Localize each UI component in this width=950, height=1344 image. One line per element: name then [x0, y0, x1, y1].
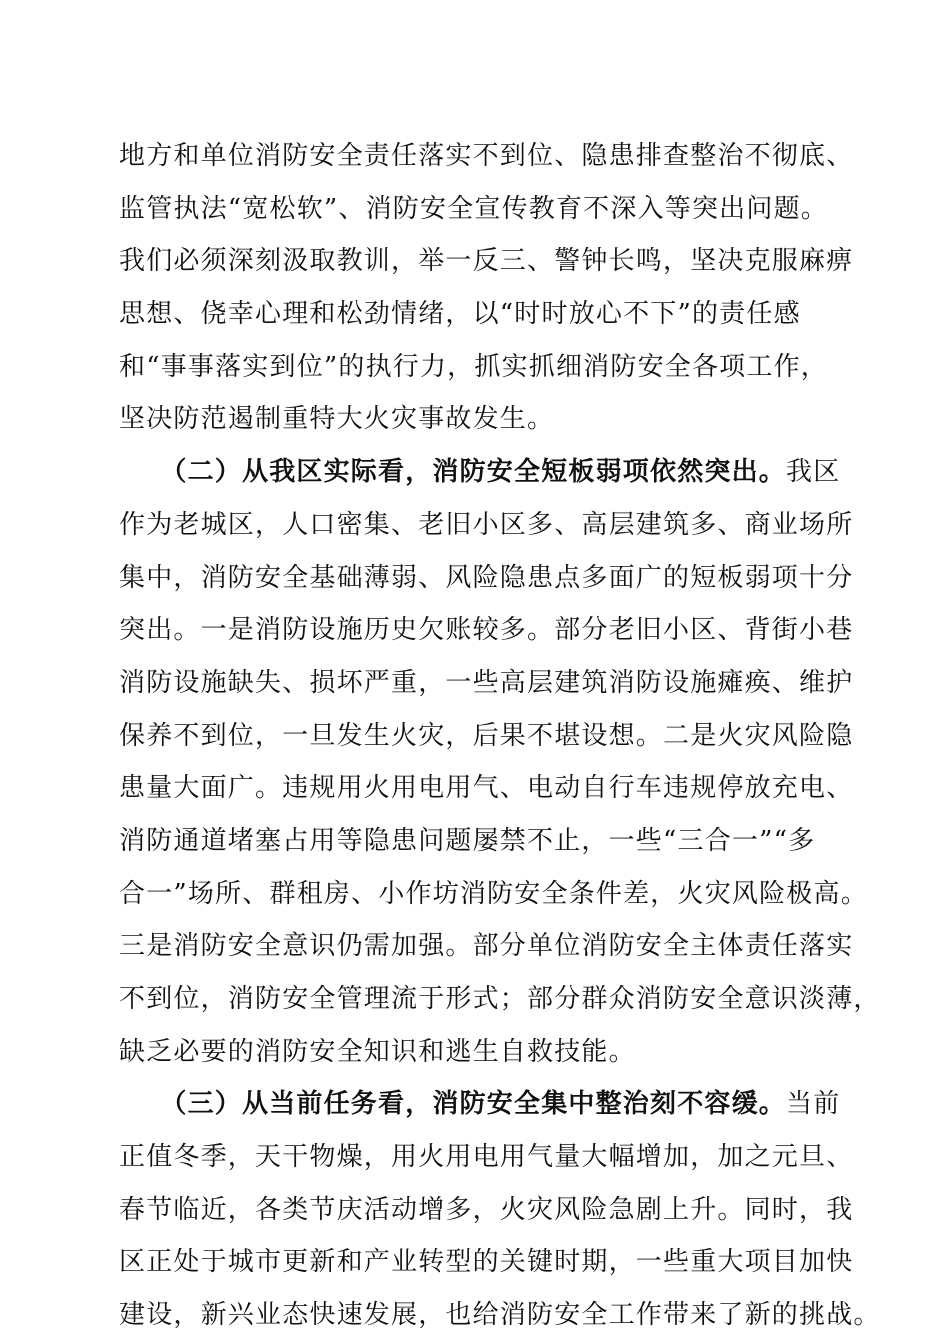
text-line [119, 499, 854, 552]
text-line [119, 1131, 854, 1184]
text-line [119, 604, 854, 657]
body-text-segment: 消防设施缺失、损坏严重，一些高层建筑消防设施瘫痪、维护 [119, 667, 854, 698]
body-text-segment: 监管执法“宽松软”、消防安全宣传教育不深入等突出问题。 [119, 193, 828, 224]
text-line [119, 1078, 839, 1131]
bold-heading-text: （三）从当前任务看，消防安全集中整治刻不容缓。 [119, 1089, 787, 1120]
text-line [119, 393, 839, 446]
text-line [119, 710, 854, 763]
body-text-segment: 缺乏必要的消防安全知识和逃生自救技能。 [119, 1036, 636, 1067]
body-text-segment: 坚决防范遏制重特大火灾事故发生。 [119, 404, 555, 435]
body-text-segment: 我区 [786, 457, 841, 488]
body-text-segment: 建设，新兴业态快速发展，也给消防安全工作带来了新的挑战。 [119, 1300, 881, 1331]
body-text-segment: 春节临近，各类节庆活动增多，火灾风险急剧上升。同时，我 [119, 1194, 854, 1225]
text-line [119, 288, 839, 341]
body-text-segment: 和“事事落实到位”的执行力，抓实抓细消防安全各项工作， [119, 351, 828, 382]
body-text-segment: 集中，消防安全基础薄弱、风险隐患点多面广的短板弱项十分 [119, 562, 854, 593]
body-text-segment: 作为老城区，人口密集、老旧小区多、高层建筑多、商业场所 [119, 509, 854, 540]
text-line [119, 183, 839, 236]
text-line [119, 341, 839, 394]
text-line [119, 235, 854, 288]
body-text-segment: 突出。一是消防设施历史欠账较多。部分老旧小区、背街小巷 [119, 615, 854, 646]
text-line [119, 973, 881, 1026]
text-line [119, 868, 868, 921]
body-text-segment: 三是消防安全意识仍需加强。部分单位消防安全主体责任落实 [119, 931, 854, 962]
body-text-segment: 地方和单位消防安全责任落实不到位、隐患排查整治不彻底、 [119, 141, 854, 171]
text-line [119, 815, 839, 868]
body-text-segment: 合一”场所、群租房、小作坊消防安全条件差，火灾风险极高。 [119, 878, 868, 909]
text-line [119, 657, 854, 710]
body-text [119, 130, 881, 1342]
body-text-segment: 不到位，消防安全管理流于形式；部分群众消防安全意识淡薄， [119, 984, 881, 1014]
body-text-segment: 消防通道堵塞占用等隐患问题屡禁不止，一些“三合一”“多 [119, 825, 816, 856]
text-line [119, 1289, 881, 1342]
body-text-segment: 当前 [786, 1089, 841, 1120]
body-text-segment: 我们必须深刻汲取教训，举一反三、警钟长鸣，坚决克服麻痹 [119, 246, 854, 277]
text-line [119, 920, 854, 973]
text-line [119, 130, 854, 183]
text-line [119, 446, 839, 499]
bold-heading-text: （二）从我区实际看，消防安全短板弱项依然突出。 [119, 457, 787, 488]
body-text-segment: 思想、侥幸心理和松劲情绪，以“时时放心不下”的责任感 [119, 299, 801, 330]
text-line [119, 1026, 839, 1079]
body-text-segment: 正值冬季，天干物燥，用火用电用气量大幅增加，加之元旦、 [119, 1142, 854, 1173]
text-line [119, 552, 854, 605]
body-text-segment: 保养不到位，一旦发生火灾，后果不堪设想。二是火灾风险隐 [119, 720, 854, 751]
body-text-segment: 患量大面广。违规用火用电用气、电动自行车违规停放充电、 [119, 773, 854, 804]
text-line [119, 762, 854, 815]
body-text-segment: 区正处于城市更新和产业转型的关键时期，一些重大项目加快 [119, 1247, 854, 1278]
text-line [119, 1184, 854, 1237]
text-line [119, 1236, 854, 1289]
